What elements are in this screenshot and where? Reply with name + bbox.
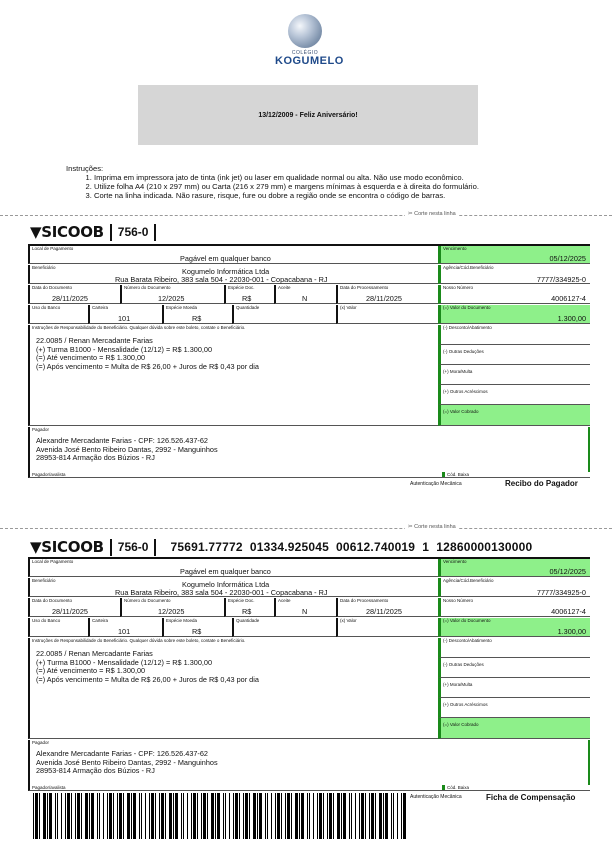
barcode-bar [35,793,38,839]
label: (-) Desconto/Abatimento [443,638,492,643]
label: Agência/Cód.Beneficiário [443,578,494,583]
instrucao-line: (=) Até vencimento = R$ 1.300,00 [36,353,146,363]
label: (+) Outros Acréscimos [443,702,488,707]
barcode-bar [245,793,248,839]
valor-cobrado-field [438,718,590,739]
label: Vencimento [443,559,467,564]
label: (+) Outros Acréscimos [443,389,488,394]
barcode-image [33,793,407,839]
instrucoes-field [28,638,438,739]
label: Número do Documento [124,598,171,603]
barcode-bar [71,793,72,839]
barcode-bar [285,793,286,839]
barcode-bar [301,793,304,839]
label: (+) Mora/Multa [443,682,473,687]
pagador-lines [36,437,218,463]
valor-documento-field [438,618,590,637]
barcode-bar [275,793,276,839]
label: (x) Valor [340,618,357,623]
barcode-bar [43,793,46,839]
barcode-bar [113,793,114,839]
instrucao-line: 22.0085 / Renan Mercadante Farias [36,336,153,345]
label: Carteira [92,305,109,310]
barcode-bar [67,793,70,839]
especie-doc-value: R$ [242,294,252,303]
label: Espécie Moeda [166,305,198,310]
label: Instruções de Responsabilidade do Beneficiário. Qualquer dúvida sobre este boleto, contate o Beneficiário. [32,325,246,330]
especie-doc-field [224,285,274,304]
aceite-field [274,285,336,304]
scissors-icon: ✂ [408,524,413,530]
outras-deducoes-field [438,658,590,678]
pagador-field [28,740,590,785]
scissors-icon: ✂ [408,211,413,217]
label: Data do Processamento [340,285,389,290]
cut-line [0,528,612,529]
instrucoes-lines [36,337,259,371]
barcode-bar [187,793,188,839]
divider [154,224,156,241]
especie-doc-field [224,598,274,617]
vencimento-value: 05/12/2025 [549,254,586,263]
sicoob-v-icon: ▼ [30,538,42,556]
label: Cód. Baixa [442,785,469,790]
divider [154,539,156,556]
carteira-field [88,618,162,637]
school-logo [275,14,344,70]
logo-small-text: COLÉGIO [291,50,319,56]
x-valor-field [336,618,438,637]
especie-moeda-value: R$ [192,627,202,636]
instrucoes-lines [36,650,259,684]
barcode-bar [253,793,256,839]
barcode-bar [175,793,178,839]
pagador-avalista-field [28,472,590,478]
bank-header [30,538,532,556]
barcode-bar [49,793,52,839]
desconto-field [438,325,590,345]
barcode-bar [183,793,184,839]
barcode-bar [309,793,310,839]
agencia-value: 7777/334925-0 [536,588,586,597]
barcode-bar [359,793,360,839]
barcode-bar [201,793,202,839]
barcode-bar [33,793,34,839]
barcode-bar [323,793,324,839]
label: Carteira [92,618,109,623]
barcode-bar [393,793,394,839]
barcode-bar [141,793,142,839]
barcode-bar [169,793,172,839]
label: Uso do Banco [32,618,61,623]
barcode-bar [239,793,240,839]
barcode-bar [383,793,384,839]
data-processamento-field [336,598,438,617]
pagador-line: 28953-814 Armação dos Búzios - RJ [36,453,155,463]
data-documento-value: 28/11/2025 [52,607,88,616]
x-valor-field [336,305,438,324]
barcode-bar [103,793,104,839]
barcode-bar [47,793,48,839]
barcode-bar [99,793,100,839]
barcode-bar [401,793,402,839]
agencia-field [438,265,590,284]
barcode-bar [61,793,62,839]
barcode-bar [351,793,352,839]
barcode-bar [173,793,174,839]
barcode-bar [299,793,300,839]
label: Aceite [278,598,291,603]
label: Instruções de Responsabilidade do Beneficiário. Qualquer dúvida sobre este boleto, contate o Beneficiário. [32,638,246,643]
barcode-bar [65,793,66,839]
numero-documento-value: 12/2025 [158,294,185,303]
valor-documento-field [438,305,590,324]
mora-field [438,365,590,385]
bank-header [30,223,156,241]
barcode-bar [361,793,364,839]
cut-line-label [405,524,459,530]
outras-deducoes-field [438,345,590,365]
autenticacao-label: Autenticação Mecânica [410,481,462,487]
pagador-lines [36,750,218,776]
label: Nosso Número [443,285,474,290]
barcode-bar [149,793,150,839]
barcode-bar [193,793,196,839]
divider [110,539,112,556]
barcode-bar [161,793,164,839]
barcode-bar [81,793,82,839]
barcode [33,793,407,839]
label: Pagador [32,740,50,745]
bank-code: 756-0 [117,225,149,239]
nosso-numero-field [438,285,590,304]
cut-line-label [405,211,459,217]
barcode-bar [75,793,76,839]
barcode-bar [397,793,398,839]
local-pagamento-value: Pagável em qualquer banco [180,254,271,263]
banner-text: 13/12/2009 - Feliz Aniversário! [258,111,358,119]
barcode-bar [191,793,192,839]
label: Número do Documento [124,285,171,290]
barcode-bar [333,793,334,839]
cut-text: Corte nesta linha [414,211,456,217]
instrucao-line: 22.0085 / Renan Mercadante Farias [36,649,153,658]
uso-banco-field [28,305,88,324]
barcode-bar [391,793,392,839]
label: Beneficiário [32,265,56,270]
valor-documento-value: 1.300,00 [557,314,586,323]
barcode-bar [159,793,160,839]
aceite-field [274,598,336,617]
barcode-bar [267,793,268,839]
label: Quantidade [236,305,260,310]
label: Pagador/avalista [32,472,66,477]
outros-acrescimos-field [438,698,590,718]
banner [138,85,478,145]
cut-line [0,215,612,216]
especie-doc-value: R$ [242,607,252,616]
label: Data do Processamento [340,598,389,603]
barcode-bar [133,793,136,839]
especie-moeda-field [162,305,232,324]
barcode-bar [97,793,98,839]
data-documento-field [28,598,120,617]
pagador-line: Alexandre Mercadante Farias - CPF: 126.526.437-62 [36,749,208,758]
barcode-bar [145,793,146,839]
instrucao-line: (=) Após vencimento = Multa de R$ 26,00 + Juros de R$ 0,43 por dia [36,361,259,371]
barcode-bar [55,793,56,839]
barcode-bar [281,793,282,839]
instruction-item: 1. Imprima em impressora jato de tinta (ink jet) ou laser em qualidade normal ou alta. Não use modo econômico. [94,173,479,182]
agencia-field [438,578,590,597]
instructions-title: Instruções: [66,164,104,173]
bank-name: SICOOB [41,223,104,241]
barcode-bar [329,793,332,839]
barcode-bar [403,793,406,839]
especie-moeda-field [162,618,232,637]
label: Espécie Moeda [166,618,198,623]
instruction-item: 3. Corte na linha indicada. Não rasure, risque, fure ou dobre a região onde se encontra o código de barras. [94,191,479,200]
barcode-bar [243,793,244,839]
label: (-) Outras Deduções [443,349,484,354]
label: Uso do Banco [32,305,61,310]
barcode-bar [117,793,118,839]
barcode-bar [249,793,250,839]
label: Quantidade [236,618,260,623]
barcode-bar [327,793,328,839]
barcode-bar [375,793,376,839]
label: (=) Valor Cobrado [443,722,479,727]
barcode-bar [257,793,258,839]
barcode-bar [181,793,182,839]
beneficiario-nome: Kogumelo Informática Ltda [182,267,270,276]
outros-acrescimos-field [438,385,590,405]
barcode-bar [259,793,262,839]
barcode-bar [211,793,214,839]
barcode-bar [271,793,272,839]
data-processamento-value: 28/11/2025 [366,294,402,303]
label: Vencimento [443,246,467,251]
barcode-bar [287,793,290,839]
nosso-numero-value: 4006127-4 [551,607,586,616]
barcode-bar [123,793,124,839]
carteira-value: 101 [118,314,131,323]
label: Aceite [278,285,291,290]
barcode-bar [343,793,346,839]
instrucao-line: (=) Até vencimento = R$ 1.300,00 [36,666,146,676]
barcode-bar [165,793,166,839]
valor-cobrado-field [438,405,590,426]
barcode-bar [91,793,94,839]
logo-big-text: KOGUMELO [275,55,344,67]
label: Agência/Cód.Beneficiário [443,265,494,270]
aceite-value: N [302,294,308,303]
label: Data do Documento [32,598,73,603]
barcode-bar [203,793,206,839]
beneficiario-endereco: Rua Barata Ribeiro, 383 sala 504 - 22030-001 - Copacabana - RJ [115,588,328,597]
cut-text: Corte nesta linha [414,524,456,530]
barcode-bar [85,793,88,839]
pagador-line: Avenida José Bento Ribeiro Dantas, 2992 - Manguinhos [36,444,218,454]
barcode-bar [385,793,388,839]
barcode-bar [369,793,370,839]
numero-documento-field [120,285,224,304]
bank-name: SICOOB [41,538,104,556]
barcode-bar [215,793,216,839]
digitable-line: 75691.77772 01334.925045 00612.740019 1 12860000130000 [170,540,533,554]
sicoob-v-icon: ▼ [30,223,42,241]
data-documento-field [28,285,120,304]
barcode-bar [371,793,374,839]
agencia-value: 7777/334925-0 [536,275,586,284]
label: (=) Valor Cobrado [443,409,479,414]
label: (+) Mora/Multa [443,369,473,374]
data-processamento-value: 28/11/2025 [366,607,402,616]
pagador-line: Avenida José Bento Ribeiro Dantas, 2992 - Manguinhos [36,757,218,767]
quantidade-field [232,305,336,324]
sicoob-logo [30,538,104,556]
barcode-bar [217,793,220,839]
instrucao-line: (=) Após vencimento = Multa de R$ 26,00 + Juros de R$ 0,43 por dia [36,674,259,684]
barcode-bar [207,793,208,839]
barcode-bar [139,793,140,839]
label: (-) Desconto/Abatimento [443,325,492,330]
barcode-bar [197,793,198,839]
barcode-bar [317,793,318,839]
local-pagamento-value: Pagável em qualquer banco [180,567,271,576]
barcode-bar [89,793,90,839]
pagador-field [28,427,590,472]
especie-moeda-value: R$ [192,314,202,323]
recibo-title: Recibo do Pagador [505,479,578,488]
bank-code: 756-0 [117,540,149,554]
pagador-line: 28953-814 Armação dos Búzios - RJ [36,766,155,776]
label: Local de Pagamento [32,559,74,564]
beneficiario-endereco: Rua Barata Ribeiro, 383 sala 504 - 22030-001 - Copacabana - RJ [115,275,328,284]
local-pagamento-field [28,246,438,264]
instrucao-line: (+) Turma B1000 - Mensalidade (12/12) = R$ 1.300,00 [36,344,213,354]
numero-documento-field [120,598,224,617]
label: Espécie Doc. [228,598,255,603]
barcode-bar [225,793,226,839]
local-pagamento-field [28,559,438,577]
barcode-bar [151,793,154,839]
beneficiario-field [28,265,438,284]
barcode-bar [119,793,122,839]
label: Beneficiário [32,578,56,583]
aceite-value: N [302,607,308,616]
instructions [66,164,479,200]
label: Espécie Doc. [228,285,255,290]
nosso-numero-value: 4006127-4 [551,294,586,303]
sicoob-logo [30,223,104,241]
barcode-bar [127,793,130,839]
barcode-bar [155,793,156,839]
instrucoes-field [28,325,438,426]
barcode-bar [57,793,58,839]
barcode-bar [341,793,342,839]
numero-documento-value: 12/2025 [158,607,185,616]
barcode-bar [365,793,366,839]
barcode-bar [107,793,108,839]
barcode-bar [349,793,350,839]
carteira-field [88,305,162,324]
label: Cód. Baixa [442,472,469,477]
carteira-value: 101 [118,627,131,636]
pagador-line: Alexandre Mercadante Farias - CPF: 126.526.437-62 [36,436,208,445]
barcode-bar [355,793,356,839]
label: Nosso Número [443,598,474,603]
quantidade-field [232,618,336,637]
vencimento-field [438,559,590,577]
barcode-bar [131,793,132,839]
instruction-item: 2. Utilize folha A4 (210 x 297 mm) ou Carta (216 x 279 mm) e margens mínimas à esquerda e à direita do formulário. [94,182,479,191]
divider [110,224,112,241]
label: Data do Documento [32,285,73,290]
barcode-bar [277,793,280,839]
barcode-bar [265,793,266,839]
data-processamento-field [336,285,438,304]
barcode-bar [235,793,238,839]
label: Local de Pagamento [32,246,74,251]
barcode-bar [223,793,224,839]
barcode-bar [313,793,314,839]
beneficiario-field [28,578,438,597]
barcode-bar [39,793,40,839]
barcode-bar [233,793,234,839]
barcode-bar [229,793,230,839]
barcode-bar [77,793,80,839]
valor-documento-value: 1.300,00 [557,627,586,636]
label: (=) Valor do Documento [443,618,491,623]
label: (x) Valor [340,305,357,310]
label: (-) Outras Deduções [443,662,484,667]
label: Pagador [32,427,50,432]
autenticacao-label: Autenticação Mecânica [410,794,462,800]
barcode-bar [109,793,112,839]
barcode-bar [291,793,292,839]
barcode-bar [295,793,298,839]
barcode-bar [319,793,322,839]
pagador-avalista-field [28,785,590,791]
label: Pagador/avalista [32,785,66,790]
ficha-title: Ficha de Compensação [486,793,576,802]
beneficiario-nome: Kogumelo Informática Ltda [182,580,270,589]
nosso-numero-field [438,598,590,617]
vencimento-field [438,246,590,264]
barcode-bar [379,793,382,839]
barcode-bar [337,793,340,839]
mora-field [438,678,590,698]
instrucao-line: (+) Turma B1000 - Mensalidade (12/12) = R$ 1.300,00 [36,657,213,667]
uso-banco-field [28,618,88,637]
globe-logo-icon [288,14,322,48]
desconto-field [438,638,590,658]
barcode-bar [307,793,308,839]
data-documento-value: 28/11/2025 [52,294,88,303]
label: (=) Valor do Documento [443,305,491,310]
vencimento-value: 05/12/2025 [549,567,586,576]
